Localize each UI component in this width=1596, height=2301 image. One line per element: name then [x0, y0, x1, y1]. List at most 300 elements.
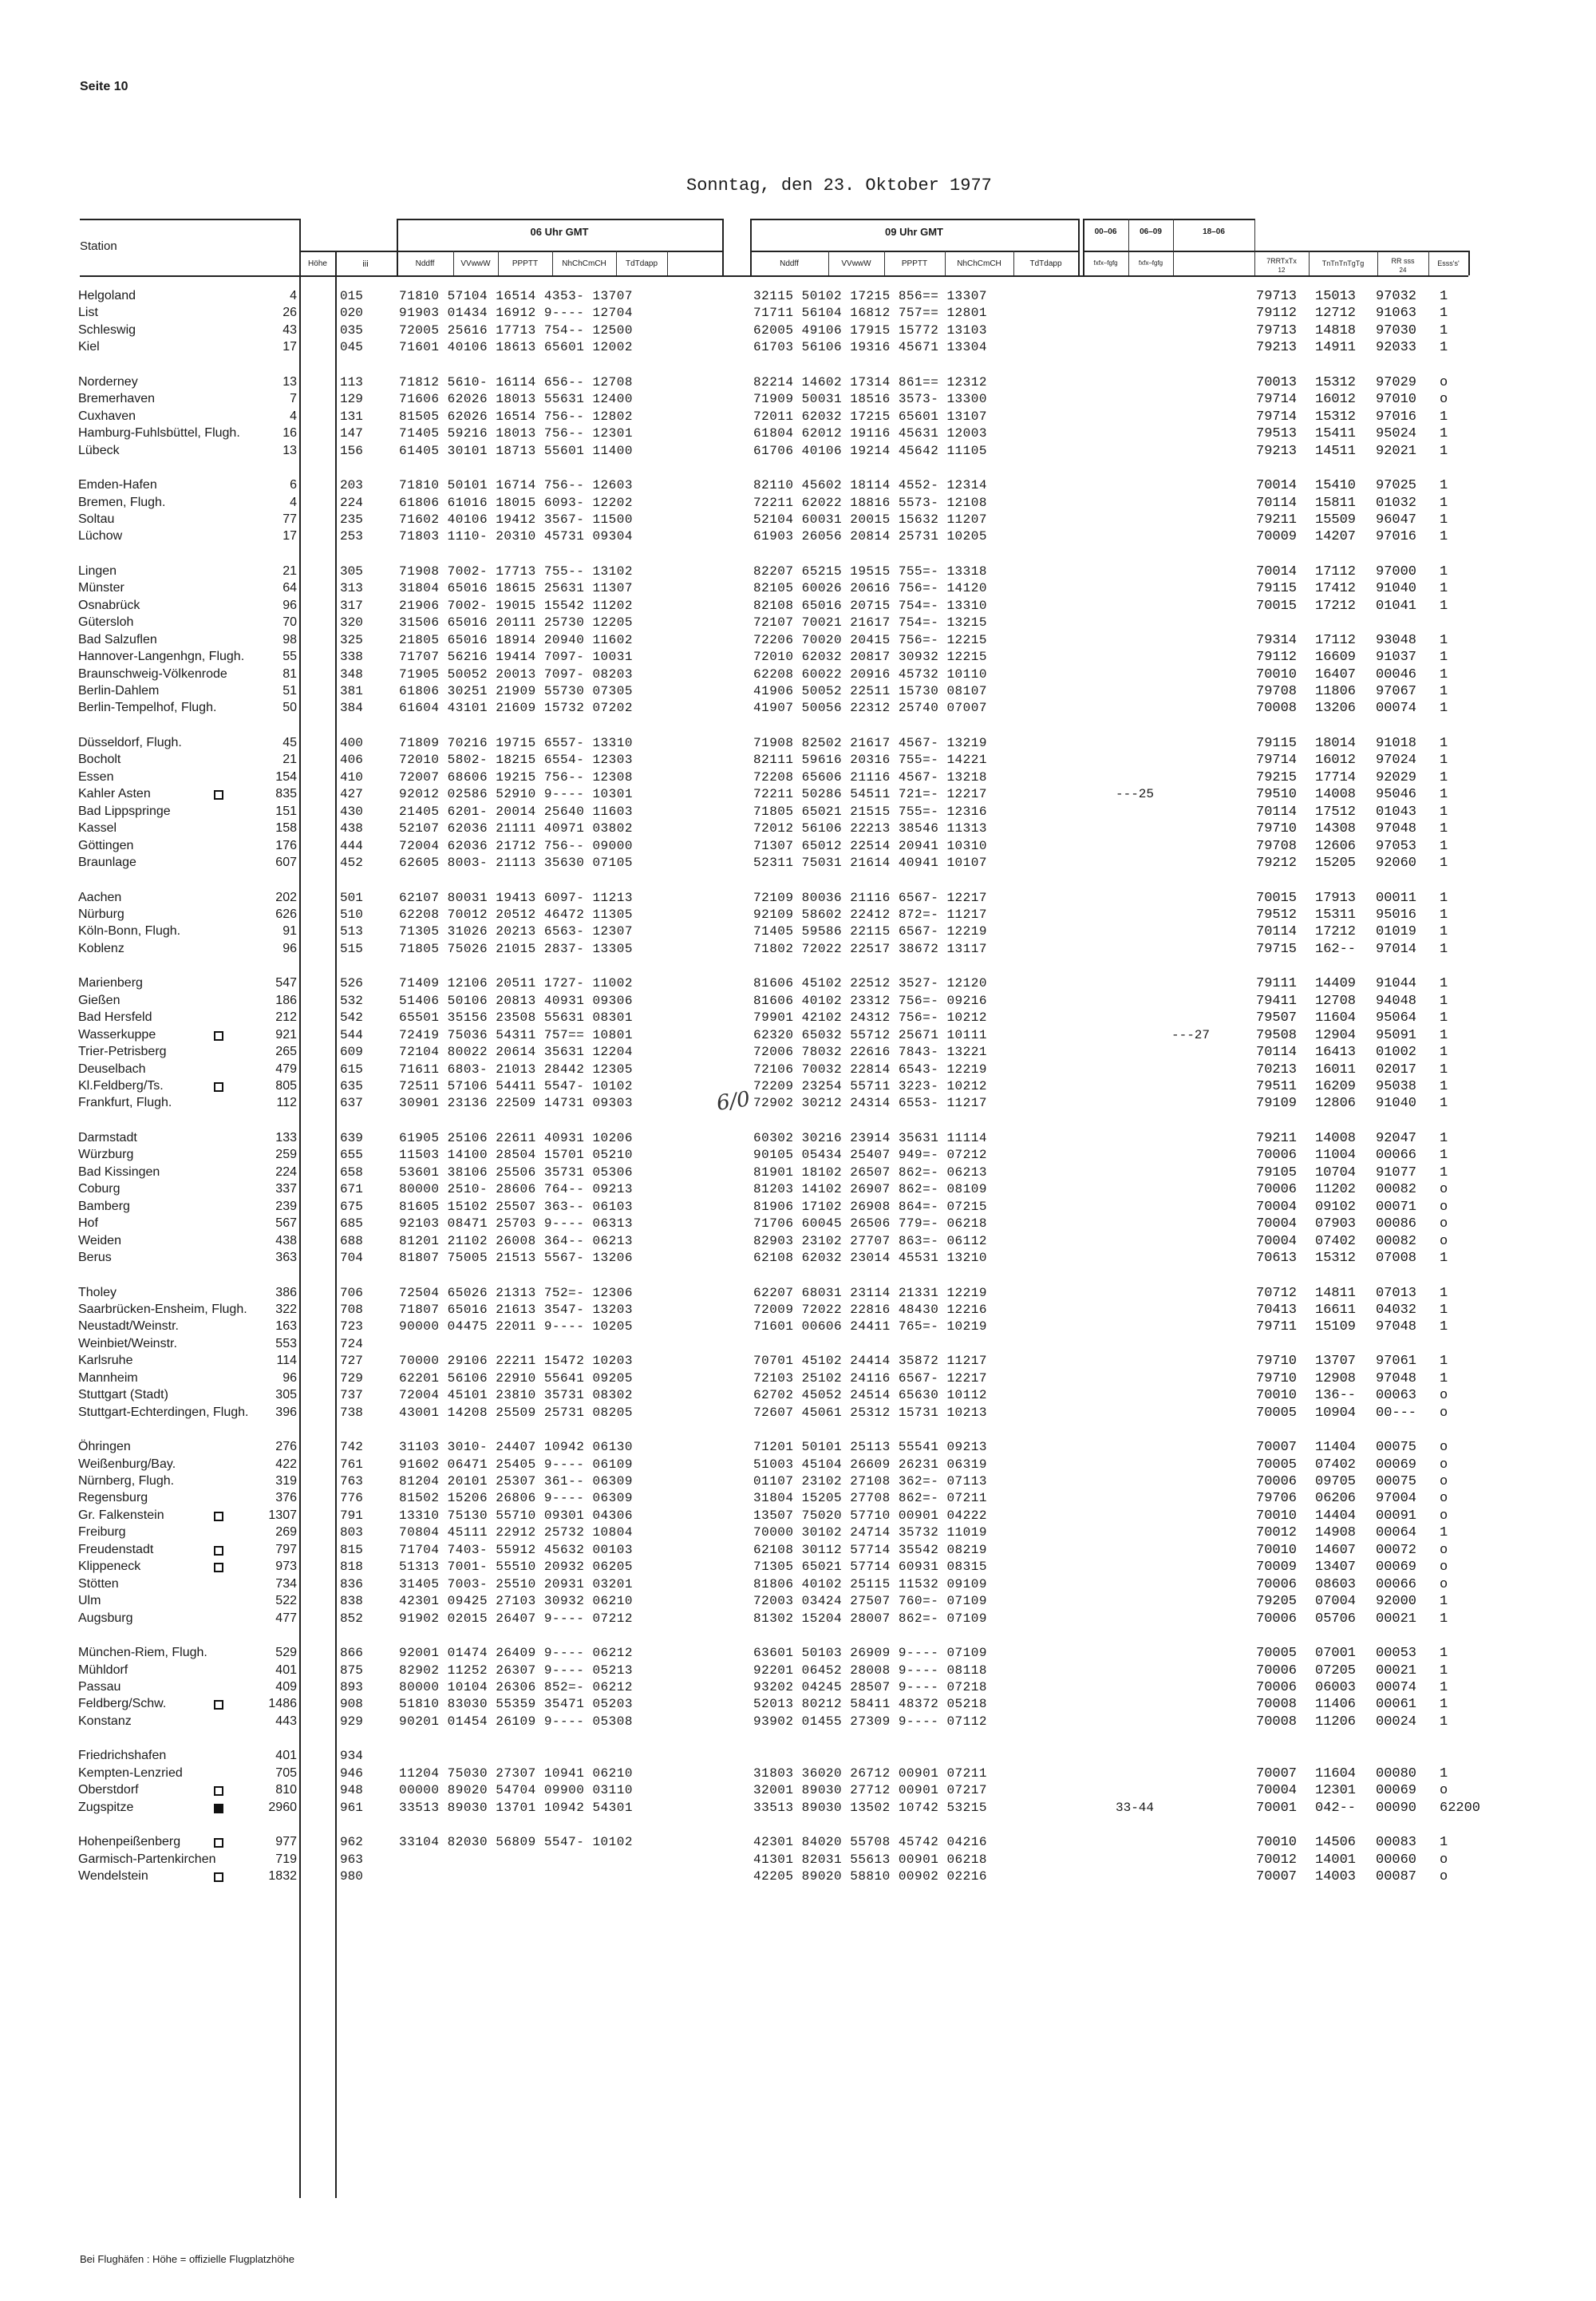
station-name: Saarbrücken-Ensheim, Flugh. [78, 1303, 247, 1316]
max-temp-group: 79211 [1256, 1131, 1298, 1146]
station-id: 658 [340, 1165, 363, 1180]
cloud-header: NhChCmCH [562, 259, 606, 268]
obs-09-group: 41907 50056 22312 25740 07007 [753, 701, 987, 715]
station-name: Trier-Petrisberg [78, 1045, 167, 1058]
rain-group: 92033 [1376, 340, 1417, 355]
min-temp-group: 15109 [1315, 1319, 1357, 1334]
obs-09-group: 61804 62012 19116 45631 12003 [753, 426, 987, 441]
snow-group: 1 [1440, 1131, 1448, 1146]
snow-group: 1 [1440, 1028, 1448, 1043]
station-name: Friedrichshafen [78, 1749, 167, 1762]
obs-06-group: 71601 40106 18613 65601 12002 [399, 340, 633, 354]
obs-09-group: 62108 30112 57714 35542 08219 [753, 1543, 987, 1557]
max-temp-group: 70007 [1256, 1869, 1298, 1884]
obs-06-group: 71810 57104 16514 4353- 13707 [399, 289, 633, 303]
snow-group: 1 [1440, 924, 1448, 939]
station-id: 763 [340, 1474, 363, 1489]
min-temp-group: 15411 [1315, 426, 1357, 441]
rain-group: 95038 [1376, 1079, 1417, 1094]
max-temp-header: 7RRTxTx [1266, 257, 1297, 265]
snow-group: 1 [1440, 1286, 1448, 1301]
station-height: 98 [282, 633, 297, 646]
snow-group: o [1440, 375, 1448, 390]
station-height: 13 [282, 375, 297, 389]
station-id: 852 [340, 1611, 363, 1626]
obs-09-group: 61703 56106 19316 45671 13304 [753, 340, 987, 354]
rain-group: 00083 [1376, 1835, 1417, 1850]
obs-09-group: 82207 65215 19515 755=- 13318 [753, 564, 987, 579]
station-name: Osnabrück [78, 599, 140, 612]
rain-group: 00066 [1376, 1148, 1417, 1163]
station-id: 838 [340, 1594, 363, 1608]
min-temp-group: 15811 [1315, 496, 1357, 511]
station-height: 17 [282, 529, 297, 543]
station-name: Cuxhaven [78, 409, 136, 423]
max-temp-group: 70006 [1256, 1611, 1298, 1627]
station-name: Münster [78, 581, 124, 595]
station-id: 724 [340, 1337, 363, 1351]
station-name: Ulm [78, 1594, 101, 1607]
gust-00-06: ---25 [1116, 787, 1155, 801]
document-date: Sonntag, den 23. Oktober 1977 [686, 176, 992, 196]
obs-06-group: 80000 2510- 28606 764-- 09213 [399, 1182, 633, 1196]
min-temp-group: 14008 [1315, 1131, 1357, 1146]
group-06-header: 06 Uhr GMT [530, 226, 589, 238]
station-height: 734 [275, 1577, 297, 1591]
mountain-station-marker-icon [214, 1563, 223, 1572]
station-id: 156 [340, 444, 363, 458]
station-name: Nürburg [78, 907, 124, 921]
max-temp-group: 70114 [1256, 496, 1298, 511]
station-name: Karlsruhe [78, 1354, 133, 1367]
max-temp-group: 79713 [1256, 289, 1298, 304]
max-temp-group: 70008 [1256, 1697, 1298, 1712]
snow-group: 1 [1440, 444, 1448, 459]
max-temp-group: 70001 [1256, 1801, 1298, 1816]
snow-group: 1 [1440, 426, 1448, 441]
station-id: 818 [340, 1560, 363, 1574]
rain-group: 00090 [1376, 1801, 1417, 1816]
obs-06-group: 42301 09425 27103 30932 06210 [399, 1594, 633, 1608]
obs-09-group: 72208 65606 21116 4567- 13218 [753, 770, 987, 785]
rain-group: 00082 [1376, 1234, 1417, 1249]
snow-group: o [1440, 1216, 1448, 1232]
snow-group: 1 [1440, 891, 1448, 906]
station-name: Frankfurt, Flugh. [78, 1096, 172, 1109]
rain-group: 01041 [1376, 599, 1417, 614]
rain-group: 02017 [1376, 1062, 1417, 1077]
rain-group: 00086 [1376, 1216, 1417, 1232]
max-temp-group: 70613 [1256, 1251, 1298, 1266]
obs-06-group: 91602 06471 25405 9---- 06109 [399, 1457, 633, 1472]
mountain-filled-marker-icon [214, 1804, 223, 1813]
obs-09-group: 81901 18102 26507 862=- 06213 [753, 1165, 987, 1180]
rain-group: 01019 [1376, 924, 1417, 939]
station-id: 723 [340, 1319, 363, 1334]
obs-09-group: 52104 60031 20015 15632 11207 [753, 512, 987, 527]
station-name: Freiburg [78, 1525, 126, 1539]
station-height: 276 [275, 1440, 297, 1453]
rain-group: 00080 [1376, 1766, 1417, 1781]
station-id: 704 [340, 1251, 363, 1265]
obs-06-group: 81605 15102 25507 363-- 06103 [399, 1200, 633, 1214]
obs-09-group: 93902 01455 27309 9---- 07112 [753, 1714, 987, 1729]
obs-09-group: 71405 59586 22115 6567- 12219 [753, 924, 987, 939]
station-height: 45 [282, 736, 297, 749]
station-height: 96 [282, 599, 297, 612]
station-id: 934 [340, 1749, 363, 1763]
obs-09-group: 71601 00606 24411 765=- 10219 [753, 1319, 987, 1334]
snow-group: o [1440, 1406, 1448, 1421]
snow-group: 1 [1440, 1010, 1448, 1026]
max-temp-group: 70006 [1256, 1474, 1298, 1489]
station-height: 810 [275, 1783, 297, 1797]
snow-group: 1 [1440, 1646, 1448, 1661]
station-height: 719 [275, 1852, 297, 1866]
snow-group: 62200 [1440, 1801, 1481, 1816]
station-height: 401 [275, 1749, 297, 1762]
station-height: 977 [275, 1835, 297, 1848]
station-height: 50 [282, 701, 297, 714]
station-name: Bad Salzuflen [78, 633, 157, 646]
station-height: 186 [275, 994, 297, 1007]
station-id: 129 [340, 392, 363, 406]
obs-09-group: 71307 65012 22514 20941 10310 [753, 839, 987, 853]
obs-09-group: 70000 30102 24714 35732 11019 [753, 1525, 987, 1540]
obs-09-group: 92109 58602 22412 872=- 11217 [753, 907, 987, 922]
max-temp-group: 70010 [1256, 1835, 1298, 1850]
station-height: 409 [275, 1680, 297, 1694]
station-height: 396 [275, 1406, 297, 1419]
station-name: Soltau [78, 512, 115, 526]
min-temp-group: 07903 [1315, 1216, 1357, 1232]
snow-group: 1 [1440, 289, 1448, 304]
rain-group: 91040 [1376, 581, 1417, 596]
station-id: 635 [340, 1079, 363, 1093]
obs-06-group: 81807 75005 21513 5567- 13206 [399, 1251, 633, 1265]
obs-09-group: 79901 42102 24312 756=- 10212 [753, 1010, 987, 1025]
rain-sub: 24 [1399, 267, 1407, 274]
obs-06-group: 91903 01434 16912 9---- 12704 [399, 306, 633, 320]
rain-group: 00075 [1376, 1474, 1417, 1489]
max-temp-group: 79714 [1256, 392, 1298, 407]
max-temp-group: 70009 [1256, 529, 1298, 544]
min-temp-group: 07001 [1315, 1646, 1357, 1661]
station-height: 4 [290, 409, 297, 423]
snow-group: 1 [1440, 1663, 1448, 1678]
mountain-station-marker-icon [214, 1512, 223, 1521]
station-name: Bad Kissingen [78, 1165, 160, 1179]
min-temp-group: 07402 [1315, 1457, 1357, 1473]
obs-06-group: 62107 80031 19413 6097- 11213 [399, 891, 633, 905]
min-temp-group: 16011 [1315, 1062, 1357, 1077]
obs-06-group: 11503 14100 28504 15701 05210 [399, 1148, 633, 1162]
min-temp-group: 14818 [1315, 323, 1357, 338]
station-id: 430 [340, 805, 363, 819]
station-name: Bad Hersfeld [78, 1010, 152, 1024]
max-temp-group: 70015 [1256, 891, 1298, 906]
station-height: 158 [275, 821, 297, 835]
min-temp-group: 14207 [1315, 529, 1357, 544]
obs-09-group: 71305 65021 57714 60931 08315 [753, 1560, 987, 1574]
rain-group: 00053 [1376, 1646, 1417, 1661]
obs-06-group: 71606 62026 18013 55631 12400 [399, 392, 633, 406]
station-name: List [78, 306, 98, 319]
min-temp-group: 042-- [1315, 1801, 1357, 1816]
rain-group: 00074 [1376, 1680, 1417, 1695]
snow-group: 1 [1440, 306, 1448, 321]
min-temp-group: 10704 [1315, 1165, 1357, 1180]
rain-group: 92021 [1376, 444, 1417, 459]
obs-06-group: 72511 57106 54411 5547- 10102 [399, 1079, 633, 1093]
obs-09-group: 31803 36020 26712 00901 07211 [753, 1766, 987, 1781]
obs-06-group: 65501 35156 23508 55631 08301 [399, 1010, 633, 1025]
station-height: 477 [275, 1611, 297, 1625]
max-temp-group: 79215 [1256, 770, 1298, 785]
rain-group: 95016 [1376, 907, 1417, 923]
min-temp-group: 11604 [1315, 1766, 1357, 1781]
station-height: 443 [275, 1714, 297, 1728]
rain-group: 91037 [1376, 650, 1417, 665]
station-name: Köln-Bonn, Flugh. [78, 924, 181, 938]
iii-header: iii [362, 259, 369, 269]
rain-group: 00091 [1376, 1508, 1417, 1524]
obs-09-group: 82108 65016 20715 754=- 13310 [753, 599, 987, 613]
max-temp-group: 79512 [1256, 907, 1298, 923]
station-height: 921 [275, 1028, 297, 1042]
min-temp-group: 10904 [1315, 1406, 1357, 1421]
snow-group: 1 [1440, 529, 1448, 544]
obs-09-group: 01107 23102 27108 362=- 07113 [753, 1474, 987, 1489]
station-id: 410 [340, 770, 363, 785]
obs-06-group: 71908 7002- 17713 755-- 13102 [399, 564, 633, 579]
station-id: 637 [340, 1096, 363, 1110]
station-id: 438 [340, 821, 363, 836]
station-height: 797 [275, 1543, 297, 1556]
max-temp-group: 70010 [1256, 1388, 1298, 1403]
max-temp-group: 79508 [1256, 1028, 1298, 1043]
obs-06-group: 61806 30251 21909 55730 07305 [399, 684, 633, 698]
rain-group: 97048 [1376, 821, 1417, 836]
rain-group: 97032 [1376, 289, 1417, 304]
obs-09-group: 62005 49106 17915 15772 13103 [753, 323, 987, 338]
dewpoint-header: TdTdapp [625, 259, 658, 268]
min-temp-group: 14008 [1315, 787, 1357, 802]
dewpoint-09-header: TdTdapp [1029, 259, 1062, 268]
page-number: Seite 10 [80, 80, 128, 93]
min-temp-group: 13206 [1315, 701, 1357, 716]
station-height: 705 [275, 1766, 297, 1780]
max-temp-group: 79211 [1256, 512, 1298, 528]
station-id: 815 [340, 1543, 363, 1557]
station-name: Augsburg [78, 1611, 133, 1625]
rain-group: 00021 [1376, 1663, 1417, 1678]
rain-group: 01043 [1376, 805, 1417, 820]
station-name: München-Riem, Flugh. [78, 1646, 207, 1659]
obs-06-group: 62201 56106 22910 55641 09205 [399, 1371, 633, 1386]
station-id: 946 [340, 1766, 363, 1781]
snow-group: 1 [1440, 633, 1448, 648]
station-name: Stötten [78, 1577, 119, 1591]
station-name: Nürnberg, Flugh. [78, 1474, 175, 1488]
station-id: 929 [340, 1714, 363, 1729]
obs-06-group: 31804 65016 18615 25631 11307 [399, 581, 633, 595]
rain-group: 04032 [1376, 1303, 1417, 1318]
rain-group: 00069 [1376, 1560, 1417, 1575]
snow-group: 1 [1440, 805, 1448, 820]
rain-group: 00021 [1376, 1611, 1417, 1627]
station-id: 325 [340, 633, 363, 647]
mountain-station-marker-icon [214, 1700, 223, 1710]
snow-group: 1 [1440, 1680, 1448, 1695]
obs-09-group: 41301 82031 55613 00901 06218 [753, 1852, 987, 1867]
obs-09-group: 62320 65032 55712 25671 10111 [753, 1028, 987, 1042]
obs-06-group: 33104 82030 56809 5547- 10102 [399, 1835, 633, 1849]
obs-09-group: 72010 62032 20817 30932 12215 [753, 650, 987, 664]
obs-06-group: 52107 62036 21111 40971 03802 [399, 821, 633, 836]
max-temp-group: 70004 [1256, 1200, 1298, 1215]
station-height: 163 [275, 1319, 297, 1333]
min-temp-group: 17212 [1315, 599, 1357, 614]
min-temp-group: 14001 [1315, 1852, 1357, 1868]
mountain-station-marker-icon [214, 1546, 223, 1556]
max-temp-group: 70009 [1256, 1560, 1298, 1575]
snow-group: 1 [1440, 701, 1448, 716]
station-name: Braunlage [78, 856, 136, 869]
obs-06-group: 92012 02586 52910 9---- 10301 [399, 787, 633, 801]
station-height: 91 [282, 924, 297, 938]
station-name: Schleswig [78, 323, 136, 337]
min-temp-group: 09102 [1315, 1200, 1357, 1215]
station-name: Gütersloh [78, 615, 134, 629]
station-name: Feldberg/Schw. [78, 1697, 167, 1710]
max-temp-group: 79115 [1256, 736, 1298, 751]
obs-09-group: 72012 56106 22213 38546 11313 [753, 821, 987, 836]
obs-09-group: 72109 80036 21116 6567- 12217 [753, 891, 987, 905]
station-height: 51 [282, 684, 297, 698]
snow-group: 1 [1440, 564, 1448, 579]
station-name: Emden-Hafen [78, 478, 157, 492]
station-height: 112 [276, 1096, 297, 1109]
station-height: 386 [275, 1286, 297, 1299]
min-temp-group: 17913 [1315, 891, 1357, 906]
station-name: Bremerhaven [78, 392, 156, 405]
rain-group: 00064 [1376, 1525, 1417, 1540]
station-id: 400 [340, 736, 363, 750]
max-temp-group: 70005 [1256, 1457, 1298, 1473]
snow-group: o [1440, 1440, 1448, 1455]
max-temp-group: 70004 [1256, 1216, 1298, 1232]
min-temp-group: 05706 [1315, 1611, 1357, 1627]
station-name: Göttingen [78, 839, 134, 852]
obs-06-group: 21405 6201- 20014 25640 11603 [399, 805, 633, 819]
station-id: 963 [340, 1852, 363, 1867]
rain-group: 97029 [1376, 375, 1417, 390]
max-temp-group: 70114 [1256, 805, 1298, 820]
rain-group: 97016 [1376, 409, 1417, 425]
rain-group: 97025 [1376, 478, 1417, 493]
snow-group: 1 [1440, 496, 1448, 511]
station-name: Neustadt/Weinstr. [78, 1319, 179, 1333]
min-temp-group: 14506 [1315, 1835, 1357, 1850]
station-id: 875 [340, 1663, 363, 1678]
max-temp-group: 79714 [1256, 753, 1298, 768]
max-temp-group: 70005 [1256, 1406, 1298, 1421]
station-height: 547 [275, 976, 297, 990]
obs-06-group: 90000 04475 22011 9---- 10205 [399, 1319, 633, 1334]
snow-group: 1 [1440, 976, 1448, 991]
obs-06-group: 71807 65016 21613 3547- 13203 [399, 1303, 633, 1317]
rain-group: 00087 [1376, 1869, 1417, 1884]
max-temp-group: 79314 [1256, 633, 1298, 648]
obs-09-group: 42205 89020 58810 00902 02216 [753, 1869, 987, 1884]
snow-group: 1 [1440, 1371, 1448, 1386]
station-height: 322 [275, 1303, 297, 1316]
max-temp-group: 70014 [1256, 564, 1298, 579]
station-id: 526 [340, 976, 363, 990]
obs-06-group: 71602 40106 19412 3567- 11500 [399, 512, 633, 527]
obs-09-group: 33513 89030 13502 10742 53215 [753, 1801, 987, 1815]
min-temp-group: 16012 [1315, 753, 1357, 768]
cloud-09-header: NhChCmCH [957, 259, 1001, 268]
station-height: 1832 [268, 1869, 297, 1883]
max-temp-group: 79710 [1256, 1371, 1298, 1386]
max-temp-group: 70010 [1256, 1543, 1298, 1558]
station-height: 567 [275, 1216, 297, 1230]
station-height: 224 [275, 1165, 297, 1179]
snow-group: 1 [1440, 340, 1448, 355]
station-id: 615 [340, 1062, 363, 1077]
station-name: Braunschweig-Völkenrode [78, 667, 227, 681]
rain-group: 97014 [1376, 942, 1417, 957]
station-height: 438 [275, 1234, 297, 1247]
station-id: 962 [340, 1835, 363, 1849]
pppt-09-header: PPPTT [901, 259, 928, 268]
station-name: Kempten-Lenzried [78, 1766, 183, 1780]
obs-06-group: 61405 30101 18713 55601 11400 [399, 444, 633, 458]
station-id: 381 [340, 684, 363, 698]
rain-group: 07013 [1376, 1286, 1417, 1301]
obs-06-group: 71611 6803- 21013 28442 12305 [399, 1062, 633, 1077]
obs-06-group: 13310 75130 55710 09301 04306 [399, 1508, 633, 1523]
obs-06-group: 61806 61016 18015 6093- 12202 [399, 496, 633, 510]
station-name: Gr. Falkenstein [78, 1508, 164, 1522]
snow-group: 1 [1440, 856, 1448, 871]
min-temp-group: 14908 [1315, 1525, 1357, 1540]
station-height: 26 [282, 306, 297, 319]
snow-group: o [1440, 1852, 1448, 1868]
station-name: Bocholt [78, 753, 121, 766]
period-18-06-header: 18–06 [1203, 227, 1225, 236]
vvwww-09-header: VVwwW [841, 259, 871, 268]
min-temp-group: 17112 [1315, 633, 1357, 648]
station-name: Hohenpeißenberg [78, 1835, 181, 1848]
max-temp-group: 70413 [1256, 1303, 1298, 1318]
station-height: 70 [282, 615, 297, 629]
station-height: 305 [275, 1388, 297, 1402]
min-temp-group: 16611 [1315, 1303, 1357, 1318]
min-temp-group: 16609 [1315, 650, 1357, 665]
station-id: 320 [340, 615, 363, 630]
station-height: 16 [282, 426, 297, 440]
obs-06-group: 71805 75026 21015 2837- 13305 [399, 942, 633, 956]
station-id: 452 [340, 856, 363, 870]
obs-09-group: 62702 45052 24514 65630 10112 [753, 1388, 987, 1402]
mountain-station-marker-icon [214, 1872, 223, 1882]
obs-09-group: 70701 45102 24414 35872 11217 [753, 1354, 987, 1368]
min-temp-group: 11806 [1315, 684, 1357, 699]
snow-group: 1 [1440, 1045, 1448, 1060]
